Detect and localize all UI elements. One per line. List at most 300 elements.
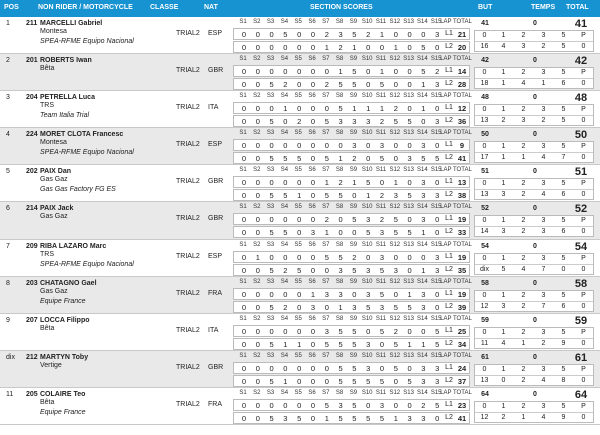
section-score: 2 [324, 80, 329, 90]
rider-position: 9 [6, 316, 10, 324]
section-score: 1 [255, 252, 260, 262]
section-label: S5 [294, 241, 302, 248]
section-score: 0 [241, 191, 247, 201]
rider-number: 202 [26, 168, 38, 176]
section-score: 5 [338, 376, 343, 386]
penalty-count: 4 [501, 339, 506, 347]
table-row[interactable] [0, 202, 600, 239]
lap-total: 9 [459, 141, 465, 151]
rider-name[interactable]: MORET CLOTA Francesc [40, 131, 124, 139]
section-label: S13 [403, 167, 414, 174]
penalty-label: 0 [482, 106, 487, 114]
section-score: 3 [366, 117, 371, 127]
lap-label: L2 [445, 302, 453, 310]
penalty-count: 4 [541, 376, 546, 384]
penalty-label: 1 [501, 106, 506, 114]
section-score: 0 [297, 326, 302, 336]
section-label: S4 [280, 204, 289, 211]
table-row[interactable] [0, 17, 600, 54]
time-penalty: 0 [533, 242, 537, 250]
section-score: 2 [283, 265, 288, 275]
section-label: S2 [253, 241, 261, 248]
section-label: S8 [335, 130, 344, 137]
lap-label: L1 [445, 400, 453, 408]
rider-motorcycle: Bêta [40, 65, 55, 73]
section-label: S15 [430, 56, 442, 63]
section-score: 5 [435, 154, 440, 164]
table-row[interactable] [0, 388, 600, 425]
rider-position: 2 [6, 57, 10, 65]
penalty-count: 4 [501, 43, 506, 50]
section-score: 1 [407, 339, 412, 349]
section-score: 0 [269, 363, 274, 373]
lap-total: 33 [457, 228, 467, 238]
penalty-count: 2 [501, 413, 506, 421]
penalty-count: 3 [541, 228, 546, 236]
penalty-count: 7 [541, 265, 546, 273]
section-score: 0 [283, 215, 288, 225]
section-score: 5 [269, 413, 274, 423]
section-label: S15 [430, 389, 442, 396]
section-score: 0 [310, 339, 316, 349]
section-score: 1 [338, 154, 343, 164]
rider-club: Team Italia Trial [40, 112, 90, 120]
section-score: 0 [241, 326, 247, 336]
section-score: 5 [324, 154, 329, 164]
penalty-breakdown [474, 104, 594, 126]
section-label: S13 [403, 352, 414, 359]
section-label: S13 [403, 130, 414, 137]
total-score: 61 [574, 351, 588, 364]
section-score: 0 [366, 326, 371, 336]
section-label: S11 [375, 241, 387, 248]
section-label: S7 [322, 167, 330, 174]
section-score: 0 [255, 154, 260, 164]
section-label: S7 [322, 315, 330, 322]
section-score: 2 [352, 252, 357, 262]
section-score: 0 [435, 104, 440, 114]
section-label: S9 [349, 19, 358, 25]
section-score: 0 [255, 376, 260, 386]
penalty-label: P [581, 402, 586, 410]
lap-total: 13 [457, 178, 467, 188]
section-score: 5 [407, 302, 412, 312]
section-score: 2 [379, 191, 385, 201]
lap-total-label: LAP TOTAL [440, 19, 472, 25]
rider-number: 209 [26, 242, 38, 250]
section-label: S7 [322, 204, 330, 211]
section-score: 0 [241, 413, 247, 423]
lap2-scores [233, 338, 470, 350]
penalty-count: 2 [521, 376, 526, 384]
section-score: 0 [310, 252, 316, 262]
penalty-count: 0 [581, 376, 586, 384]
penalty-label: 2 [521, 143, 526, 151]
section-score: 2 [297, 117, 302, 127]
section-label: S4 [280, 130, 289, 137]
penalty-count: 4 [521, 265, 526, 273]
penalty-count: 9 [561, 413, 566, 421]
rider-position: 1 [6, 20, 10, 27]
penalty-count: 1 [541, 80, 546, 88]
section-label: S8 [335, 241, 344, 248]
penalty-breakdown [474, 215, 594, 237]
section-label: S7 [322, 130, 330, 137]
section-score: 5 [338, 80, 343, 90]
section-score: 0 [297, 141, 302, 151]
section-label: S9 [349, 204, 358, 211]
penalty-divider [475, 338, 593, 339]
section-label: S14 [417, 56, 428, 63]
section-score: 3 [338, 400, 343, 410]
section-score: 5 [297, 413, 302, 423]
penalty-label: 1 [501, 328, 506, 336]
section-score: 0 [407, 400, 412, 410]
section-score: 0 [324, 141, 329, 151]
penalty-label: P [581, 254, 586, 262]
section-score: 5 [338, 191, 343, 201]
section-scores [233, 55, 470, 90]
section-score: 5 [269, 339, 274, 349]
penalty-count: 5 [501, 265, 506, 273]
section-score: 3 [421, 302, 426, 312]
penalty-label: 1 [501, 180, 506, 188]
time-penalty: 0 [533, 279, 537, 287]
rider-name[interactable]: PAIX Dan [40, 168, 71, 176]
rider-name[interactable]: PAIX Jack [40, 205, 74, 213]
section-score: 0 [255, 141, 260, 151]
section-score: 0 [310, 363, 316, 373]
section-label: S2 [253, 204, 261, 211]
time-penalty: 0 [533, 205, 537, 213]
section-score: 0 [255, 67, 260, 77]
section-score: 0 [393, 400, 398, 410]
rider-nation: ITA [208, 326, 219, 334]
rider-name[interactable]: ROBERTS Iwan [40, 57, 92, 65]
section-label: S7 [322, 241, 330, 248]
penalty-label: 2 [521, 365, 526, 373]
section-score: 0 [255, 43, 260, 52]
section-score: 0 [241, 363, 247, 373]
section-score: 5 [421, 43, 426, 52]
section-score: 0 [255, 80, 260, 90]
section-score: 0 [269, 289, 274, 299]
section-label: S13 [403, 56, 414, 63]
table-row[interactable] [0, 351, 600, 388]
rider-name[interactable]: LOCCA Filippo [40, 316, 90, 324]
penalty-count: 3 [521, 117, 526, 125]
penalty-divider [475, 189, 593, 190]
rider-nation: GBR [208, 178, 224, 186]
penalty-label: 3 [541, 32, 546, 39]
section-label: S10 [361, 315, 373, 322]
penalty-label: 0 [482, 69, 487, 77]
section-score: 0 [366, 141, 371, 151]
penalty-breakdown [474, 253, 594, 275]
section-score: 0 [241, 339, 247, 349]
section-score: 5 [352, 339, 357, 349]
section-score: 3 [283, 413, 288, 423]
section-score: 5 [269, 191, 274, 201]
section-score: 1 [352, 43, 357, 52]
section-score: 1 [352, 178, 357, 188]
section-label: S6 [308, 130, 316, 137]
section-score: 0 [241, 154, 247, 164]
section-score: 3 [421, 363, 426, 373]
section-score: 0 [310, 215, 316, 225]
section-label: S14 [417, 389, 428, 396]
penalty-label: 3 [541, 69, 546, 77]
lap-label: L2 [445, 117, 453, 125]
penalty-label: 5 [561, 143, 566, 151]
section-score: 2 [324, 30, 329, 39]
rider-motorcycle: Montesa [40, 139, 67, 147]
section-scores [233, 203, 470, 238]
lap-total: 19 [457, 289, 467, 299]
penalty-label: 3 [541, 106, 546, 114]
section-score: 3 [435, 363, 440, 373]
section-label: S6 [308, 19, 316, 25]
section-score: 3 [379, 400, 385, 410]
section-score: 0 [324, 363, 329, 373]
section-label: S12 [389, 315, 401, 322]
section-score: 3 [435, 117, 440, 127]
penalty-count: 0 [581, 154, 586, 162]
penalty-label: 5 [561, 106, 566, 114]
section-score: 3 [366, 363, 371, 373]
section-label: S9 [349, 241, 358, 248]
rider-name[interactable]: MARTYN Toby [40, 353, 89, 361]
section-score: 0 [297, 43, 302, 52]
section-label: S15 [430, 278, 442, 285]
section-score: 0 [255, 339, 260, 349]
section-score: 2 [338, 43, 343, 52]
section-score: 2 [352, 154, 357, 164]
section-score: 5 [407, 191, 412, 201]
section-label: S11 [375, 56, 387, 63]
rider-nation: ESP [208, 141, 223, 149]
section-score: 3 [435, 376, 440, 386]
header-classe: CLASSE [150, 4, 179, 11]
section-score: 5 [352, 80, 357, 90]
table-row[interactable] [0, 314, 600, 351]
section-label: S3 [266, 167, 275, 174]
section-score: 3 [310, 302, 316, 312]
section-score: 0 [352, 228, 357, 238]
section-score: 3 [366, 339, 371, 349]
section-label: S9 [349, 56, 358, 63]
section-score: 3 [366, 289, 371, 299]
table-row[interactable] [0, 165, 600, 202]
section-score: 5 [393, 302, 398, 312]
penalty-label: 3 [541, 217, 546, 225]
section-label: S13 [403, 278, 414, 285]
lap-total: 36 [457, 117, 467, 127]
rider-number: 204 [26, 94, 38, 102]
lap-total: 35 [457, 265, 467, 275]
header-temps: TEMPS [531, 4, 556, 11]
lap-label: L1 [445, 30, 453, 37]
section-score: 0 [310, 400, 316, 410]
section-score: 5 [379, 413, 385, 423]
section-score: 0 [297, 252, 302, 262]
penalty-count: 12 [480, 413, 489, 421]
section-score: 0 [297, 178, 302, 188]
penalty-label: 0 [482, 32, 487, 39]
section-score: 2 [283, 80, 288, 90]
section-score: 0 [393, 80, 398, 90]
section-label: S7 [322, 352, 330, 359]
rider-club: Equipe France [40, 408, 86, 416]
section-score: 1 [393, 43, 398, 52]
rider-name[interactable]: CHATAGNO Gael [40, 279, 97, 287]
section-score: 3 [435, 265, 440, 275]
penalty-count: 7 [541, 302, 546, 310]
rider-club: Gas Gas Factory FG ES [40, 186, 116, 194]
penalty-label: 5 [561, 365, 566, 373]
section-score: 5 [421, 154, 426, 164]
penalty-label: 2 [521, 69, 526, 77]
rider-class: TRIAL2 [176, 67, 200, 75]
section-score: 5 [269, 117, 274, 127]
table-row[interactable] [0, 54, 600, 91]
section-score: 2 [379, 215, 385, 225]
table-row[interactable] [0, 277, 600, 314]
lap2-scores [233, 264, 470, 276]
penalty-count: 1 [521, 339, 526, 347]
section-score: 0 [310, 67, 316, 77]
section-label: S15 [430, 167, 442, 174]
header-total: TOTAL [566, 4, 589, 11]
section-score: 0 [324, 376, 329, 386]
penalty-count: 5 [561, 117, 566, 125]
section-score: 0 [407, 215, 412, 225]
section-score: 0 [379, 363, 385, 373]
total-score: 64 [574, 388, 588, 401]
section-score: 0 [255, 228, 260, 238]
section-score: 0 [269, 252, 274, 262]
section-label: S14 [417, 19, 428, 25]
section-label: S15 [430, 93, 442, 100]
table-row[interactable] [0, 128, 600, 165]
penalty-label: 2 [521, 180, 526, 188]
section-label: S3 [266, 352, 275, 359]
section-label: S1 [239, 315, 247, 322]
lap-total: 12 [457, 104, 467, 114]
section-label: S1 [239, 241, 247, 248]
section-score: 0 [297, 376, 302, 386]
rider-name[interactable]: COLAIRE Teo [40, 390, 86, 398]
section-label: S15 [430, 241, 442, 248]
section-score: 0 [435, 228, 440, 238]
penalty-count: 9 [561, 339, 566, 347]
section-label: S12 [389, 241, 401, 248]
penalty-count: 2 [521, 302, 526, 310]
section-score: 3 [379, 228, 385, 238]
rider-number: 212 [26, 353, 38, 361]
but-score: 50 [481, 131, 489, 139]
section-label: S6 [308, 315, 316, 322]
section-label: S14 [417, 352, 428, 359]
section-scores [233, 129, 470, 164]
section-score: 2 [379, 117, 385, 127]
lap-total: 38 [457, 191, 467, 201]
section-score: 5 [393, 363, 398, 373]
penalty-label: 5 [561, 180, 566, 188]
penalty-count: 14 [480, 228, 489, 236]
section-scores [233, 315, 470, 350]
rider-name[interactable]: RIBA LAZARO Marc [40, 242, 107, 250]
section-score: 0 [255, 326, 260, 336]
rider-motorcycle: Bêta [40, 324, 55, 332]
lap-total: 23 [457, 400, 467, 410]
section-label: S1 [239, 19, 247, 25]
section-score: 5 [352, 265, 357, 275]
section-score: 0 [421, 252, 426, 262]
section-label: S15 [430, 130, 442, 137]
section-score: 0 [435, 43, 440, 52]
section-score: 5 [366, 302, 371, 312]
section-label: S1 [239, 56, 247, 63]
section-score: 5 [379, 154, 385, 164]
rider-name[interactable]: MARCELLI Gabriel [40, 20, 103, 27]
rider-motorcycle: Gas Gaz [40, 176, 68, 184]
section-score: 0 [310, 43, 316, 52]
table-row[interactable] [0, 91, 600, 128]
table-row[interactable] [0, 240, 600, 277]
section-score: 5 [379, 326, 385, 336]
section-score: 0 [435, 141, 440, 151]
section-score: 0 [407, 80, 412, 90]
section-score: 1 [366, 104, 371, 114]
penalty-label: 1 [501, 365, 506, 373]
penalty-count: dix [480, 265, 489, 273]
section-score: 0 [338, 141, 343, 151]
penalty-label: 1 [501, 402, 506, 410]
section-label: S3 [266, 130, 275, 137]
section-label: S2 [253, 389, 261, 396]
rider-position: 8 [6, 279, 10, 287]
section-scores [233, 352, 470, 387]
section-score: 0 [283, 43, 288, 52]
penalty-count: 6 [561, 302, 566, 310]
section-labels [233, 241, 470, 249]
section-score: 0 [324, 265, 329, 275]
section-label: S4 [280, 389, 289, 396]
lap-total-label: LAP TOTAL [440, 204, 472, 211]
section-label: S4 [280, 19, 289, 25]
penalty-count: 4 [541, 191, 546, 199]
penalty-count: 18 [480, 80, 489, 88]
rider-club: SPEA-RFME Equipo Nacional [40, 38, 134, 45]
total-score: 51 [574, 166, 588, 179]
section-label: S14 [417, 93, 428, 100]
section-score: 3 [338, 289, 343, 299]
penalty-label: 3 [541, 328, 546, 336]
section-score: 3 [393, 191, 398, 201]
rider-name[interactable]: PETRELLA Luca [40, 94, 95, 102]
section-score: 0 [407, 326, 412, 336]
penalty-count: 0 [581, 117, 586, 125]
rider-nation: GBR [208, 215, 224, 223]
section-score: 0 [310, 104, 316, 114]
section-score: 0 [241, 141, 247, 151]
section-score: 5 [352, 67, 357, 77]
penalty-count: 0 [501, 376, 506, 384]
lap1-scores [233, 139, 470, 151]
section-label: S14 [417, 204, 428, 211]
section-labels [233, 389, 470, 397]
